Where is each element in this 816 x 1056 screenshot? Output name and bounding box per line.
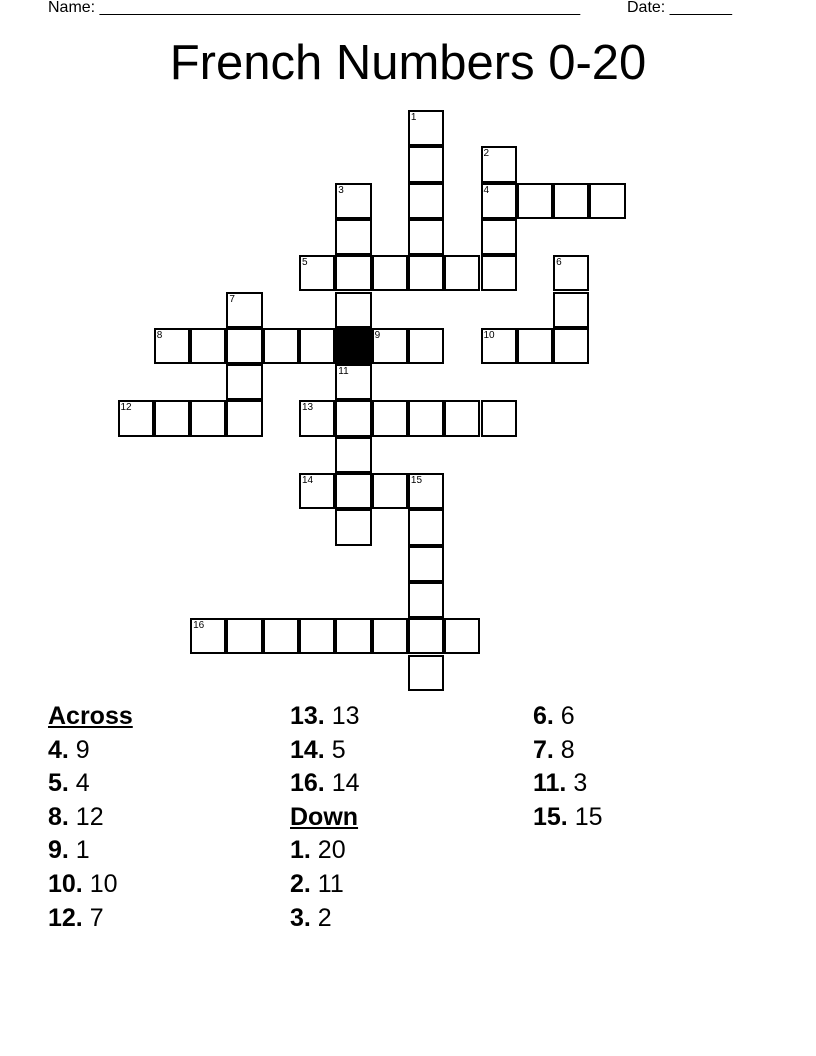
grid-cell[interactable] [335,400,371,436]
grid-cell[interactable] [408,219,444,255]
cell-number: 14 [302,475,314,486]
cell-number: 2 [483,148,490,160]
across-clue [290,767,530,801]
blocked-cell [335,328,371,364]
grid-cell[interactable] [408,400,444,436]
clue-number: 4. [48,735,69,764]
cell-number: 9 [374,329,381,341]
down-clue [533,700,773,734]
grid-cell[interactable] [299,400,335,436]
clue-text: 6 [553,702,575,730]
clue-number: 7. [533,735,554,764]
clue-text: 7 [82,903,104,932]
down-clue [533,801,773,835]
grid-cell[interactable] [553,183,589,219]
clue-text: 5 [324,735,346,764]
grid-cell[interactable] [481,146,517,182]
grid-cell[interactable] [226,292,262,328]
grid-cell[interactable] [335,292,371,328]
clue-number: 14. [290,735,325,764]
name-blank[interactable]: ______________________________________________________ [99,0,581,16]
clue-number: 16. [290,769,325,798]
grid-cell[interactable] [408,509,444,545]
across-clue [48,868,288,902]
clue-number: 13. [290,702,325,730]
clue-text: 1 [68,836,90,865]
grid-cell[interactable] [154,400,190,436]
cell-number: 11 [338,366,349,378]
clue-number: 12. [48,903,83,932]
across-clue [48,834,288,868]
grid-cell[interactable] [372,400,408,436]
clue-number: 15. [533,802,568,831]
across-clue [48,734,288,768]
clue-text: 2 [310,903,332,932]
grid-cell[interactable] [226,364,262,400]
clue-column-2 [290,700,530,935]
grid-cell[interactable] [263,328,299,364]
grid-cell[interactable] [263,618,299,654]
grid-cell[interactable] [553,292,589,328]
grid-cell[interactable] [335,509,371,545]
grid-cell[interactable] [444,618,480,654]
grid-cell[interactable] [408,655,444,691]
grid-cell[interactable] [408,328,444,364]
grid-cell[interactable] [408,110,444,146]
grid-cell[interactable] [299,473,335,509]
clue-text: 9 [68,735,90,764]
grid-cell[interactable] [372,473,408,509]
grid-cell[interactable] [335,183,371,219]
down-heading: Down [290,802,359,831]
grid-cell[interactable] [444,400,480,436]
grid-cell[interactable] [335,364,371,400]
clue-number: 9. [48,836,69,865]
clue-column-1 [48,700,288,935]
grid-cell[interactable] [481,328,517,364]
down-clue [533,734,773,768]
cell-number: 6 [556,257,562,269]
grid-cell[interactable] [372,255,408,291]
grid-cell[interactable] [408,146,444,182]
clue-text: 14 [324,769,360,798]
cell-number: 4 [483,184,490,196]
clue-number: 2. [290,869,311,898]
across-clue [48,767,288,801]
clue-number: 11. [533,769,567,798]
page-title: French Numbers 0-20 [169,36,647,90]
cell-number: 1 [410,112,417,123]
cell-number: 15 [410,475,423,486]
clue-text: 20 [310,836,346,865]
grid-cell[interactable] [408,546,444,582]
grid-cell[interactable] [335,255,371,291]
cell-number: 12 [120,402,132,414]
grid-cell[interactable] [481,400,517,436]
across-clue [48,902,288,936]
grid-cell[interactable] [299,328,335,364]
grid-cell[interactable] [589,183,625,219]
date-blank[interactable]: _______ [669,0,732,16]
cell-number: 16 [193,620,205,632]
clue-text: 4 [68,769,90,798]
clue-number: 1. [290,836,311,865]
cell-number: 3 [338,184,344,196]
grid-cell[interactable] [408,582,444,618]
clue-text: 10 [82,869,118,898]
grid-cell[interactable] [299,255,335,291]
cell-number: 13 [302,402,314,414]
grid-cell[interactable] [553,328,589,364]
grid-cell[interactable] [481,183,517,219]
date-label: Date: [627,0,666,16]
down-clue [533,767,773,801]
grid-cell[interactable] [118,400,154,436]
grid-cell[interactable] [190,618,226,654]
clue-text: 12 [68,802,104,831]
grid-cell[interactable] [190,328,226,364]
clue-number: 3. [290,903,311,932]
grid-cell[interactable] [481,219,517,255]
grid-cell[interactable] [154,328,190,364]
grid-cell[interactable] [372,618,408,654]
clue-text: 11 [310,869,344,898]
cell-number: 5 [302,257,308,269]
clue-number: 6. [533,702,554,730]
across-heading: Across [48,702,133,730]
name-label: Name: [48,0,96,16]
grid-cell[interactable] [335,473,371,509]
down-clue [290,868,530,902]
down-clue [290,902,530,936]
clue-text: 8 [553,735,575,764]
grid-cell[interactable] [481,255,517,291]
clue-text: 15 [567,802,603,831]
cell-number: 10 [483,329,495,341]
grid-cell[interactable] [190,400,226,436]
grid-cell[interactable] [335,618,371,654]
grid-cell[interactable] [226,618,262,654]
grid-cell[interactable] [335,437,371,473]
clue-number: 5. [48,769,69,798]
grid-cell[interactable] [299,618,335,654]
cell-number: 7 [229,293,235,305]
grid-cell[interactable] [408,183,444,219]
grid-cell[interactable] [444,255,480,291]
grid-cell[interactable] [517,328,553,364]
grid-cell[interactable] [226,400,262,436]
across-clue [290,700,530,734]
clue-text: 13 [324,702,360,730]
grid-cell[interactable] [517,183,553,219]
clue-number: 8. [48,802,69,831]
clue-text: 3 [566,769,588,798]
down-clue [290,834,530,868]
grid-cell[interactable] [408,618,444,654]
grid-cell[interactable] [226,328,262,364]
grid-cell[interactable] [408,255,444,291]
clue-column-3 [533,700,773,834]
grid-cell[interactable] [553,255,589,291]
grid-cell[interactable] [335,219,371,255]
clue-number: 10. [48,869,83,898]
across-clue [290,734,530,768]
cell-number: 8 [156,329,163,341]
grid-cell[interactable] [408,473,444,509]
across-clue [48,801,288,835]
grid-cell[interactable] [372,328,408,364]
